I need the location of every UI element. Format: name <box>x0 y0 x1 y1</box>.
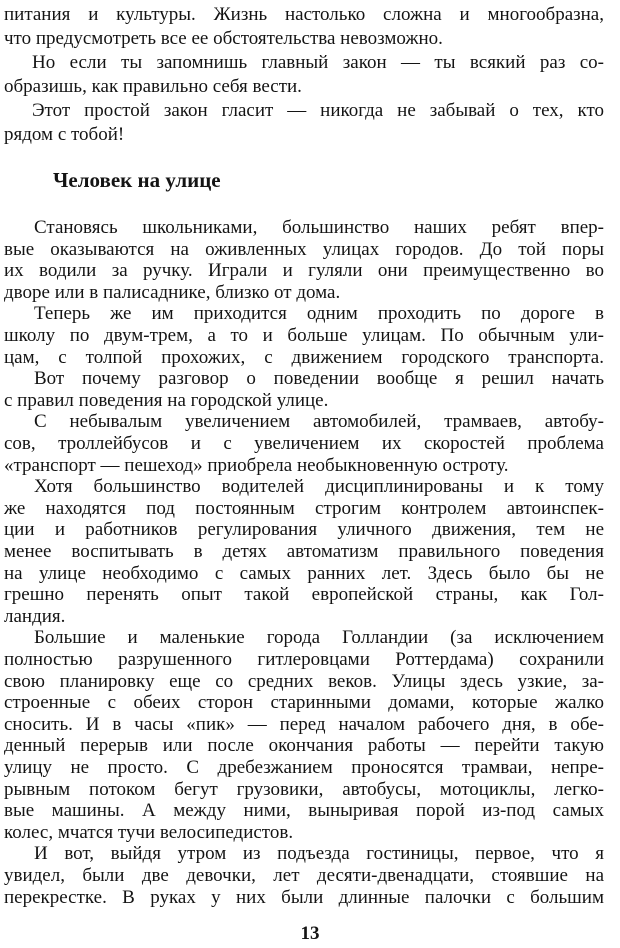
text-line: улицу не просто. С дребезжанием проносятся трамваи, непре- <box>4 757 604 778</box>
text-line: Хотя большинство водителей дисциплинированы и к тому <box>34 476 604 498</box>
text-line: дворе или в палисаднике, близко от дома. <box>4 281 341 303</box>
text-line: Вот почему разговор о поведении вообще я решил начать <box>34 368 604 390</box>
section-title: Человек на улице <box>53 168 221 192</box>
text-line: строенные с обеих сторон старинными домами, которые жалко <box>4 692 604 714</box>
text-line: перекрестке. В руках у них были длинные палочки с большим <box>4 886 604 908</box>
text-line: грешно перенять опыт такой европейской страны, как Гол- <box>4 584 604 606</box>
text-line: что предусмотреть все ее обстоятельства невозможно. <box>4 28 443 49</box>
text-line: ции и работников регулирования уличного движения, тем не <box>4 519 604 541</box>
text-line: увидел, были две девочки, лет десяти-двенадцати, стоявшие на <box>4 865 604 886</box>
text-line: сносить. И в часы «пик» — перед началом рабочего дня, в обе- <box>4 713 604 735</box>
text-line: свою планировку еще со средних веков. Улицы здесь узкие, за- <box>4 670 604 692</box>
text-line: менее воспитывать в детях автоматизм правильного поведения <box>4 541 604 562</box>
text-line: цам, с толпой прохожих, с движением городского транспорта. <box>4 346 604 368</box>
page-number: 13 <box>300 923 320 944</box>
text-line: рядом с тобой! <box>4 124 125 145</box>
text-line: денный перерыв или после окончания работы — перейти такую <box>4 735 604 757</box>
text-line: вые машины. А между ними, выныривая порой из-под самых <box>4 800 604 822</box>
text-line: Этот простой закон гласит — никогда не забывай о тех, кто <box>32 100 604 121</box>
text-line: питания и культуры. Жизнь настолько сложна и многообразна, <box>4 4 604 25</box>
text-line: школу по двум-трем, а то и больше улицам. По обычным ули- <box>4 325 604 346</box>
text-line: Большие и маленькие города Голландии (за исключением <box>34 627 604 649</box>
text-line: полностью разрушенного гитлеровцами Роттердама) сохранили <box>4 649 604 670</box>
text-line: ландия. <box>4 605 66 627</box>
text-line: их водили за ручку. Играли и гуляли они преимущественно во <box>4 260 604 282</box>
text-line: Но если ты запомнишь главный закон — ты всякий раз со- <box>32 52 604 73</box>
text-line: колес, мчатся тучи велосипедистов. <box>4 821 294 843</box>
text-line: «транспорт — пешеход» приобрела необыкновенную остроту. <box>4 454 509 476</box>
text-line: с правил поведения на городской улице. <box>4 389 329 411</box>
text-line: на улице необходимо с самых ранних лет. Здесь было бы не <box>4 562 604 584</box>
text-line: сов, троллейбусов и с увеличением их скоростей проблема <box>4 433 604 454</box>
text-line: Теперь же им приходится одним проходить по дороге в <box>34 303 604 325</box>
text-line: С небывалым увеличением автомобилей, трамваев, автобу- <box>34 411 604 433</box>
text-line: Становясь школьниками, большинство наших ребят впер- <box>34 217 604 238</box>
text-line: рывным потоком бегут грузовики, автобусы, мотоциклы, легко- <box>4 778 604 800</box>
text-line: И вот, выйдя утром из подъезда гостиницы, первое, что я <box>34 843 604 865</box>
text-line: образишь, как правильно себя вести. <box>4 76 302 97</box>
text-line: вые оказываются на оживленных улицах городов. До той поры <box>4 238 604 260</box>
text-line: же находятся под постоянным строгим контролем автоинспек- <box>4 497 604 519</box>
